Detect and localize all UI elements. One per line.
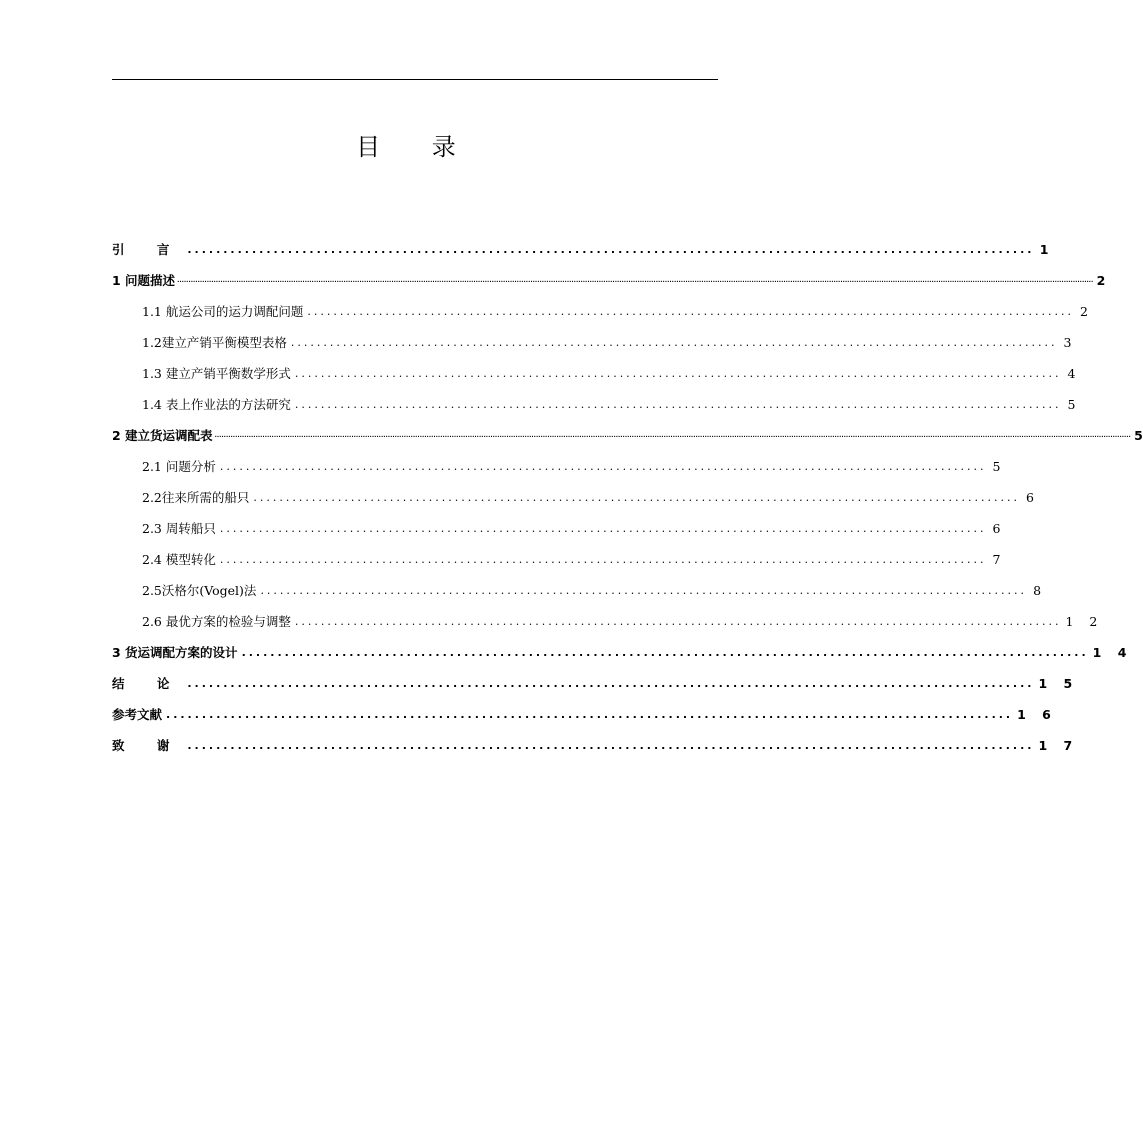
toc-entry-label: 2.6 最优方案的检验与调整 <box>142 613 291 629</box>
toc-entry-chapter-3[interactable] <box>112 637 1133 668</box>
toc-entry-section-2-1[interactable] <box>112 451 1001 482</box>
page-title: 目 录 <box>356 133 478 161</box>
toc-entry-page: 1 4 <box>1092 644 1133 660</box>
toc-entry-label: 2.3 周转船只 <box>142 520 216 536</box>
dot-leader: ...................................................................................................................... <box>294 614 1062 628</box>
toc-entry-page: 7 <box>992 551 1001 567</box>
toc-entry-acknowledgements[interactable] <box>112 730 1079 761</box>
dot-leader: ...................................................................................................................... <box>241 645 1089 659</box>
toc-entry-section-1-1[interactable] <box>112 296 1088 327</box>
toc-entry-label: 参考文献 <box>112 706 163 722</box>
dot-leader: ...................................................................................................................... <box>219 521 987 535</box>
dot-leader: ...................................................................................................................... <box>294 397 1062 411</box>
dot-leader: .................................................................................................................................................................................................................................................................................................................................................................................................................. <box>177 276 1094 284</box>
toc-entry-label: 引 言 <box>112 241 184 257</box>
dot-leader: ...................................................................................................................... <box>219 552 987 566</box>
toc-entry-section-2-3[interactable] <box>112 513 1001 544</box>
toc-entry-label: 2.1 问题分析 <box>142 458 216 474</box>
toc-entry-page: 1 6 <box>1017 706 1057 722</box>
toc-entry-page: 8 <box>1033 582 1042 598</box>
dot-leader: ...................................................................................................................... <box>219 459 987 473</box>
toc-entry-label: 2 建立货运调配表 <box>112 427 213 443</box>
toc-entry-page: 1 7 <box>1038 737 1079 753</box>
toc-entry-label: 1 问题描述 <box>112 272 176 288</box>
toc-entry-page: 3 <box>1063 334 1072 350</box>
toc-entry-page: 1 5 <box>1038 675 1079 691</box>
toc-entry-label: 致 谢 <box>112 737 184 753</box>
toc-entry-page: 1 2 <box>1065 613 1104 629</box>
toc-entry-section-2-2[interactable] <box>112 482 1034 513</box>
toc-entry-label: 2.4 模型转化 <box>142 551 216 567</box>
dot-leader: ...................................................................................................................... <box>187 242 1035 256</box>
toc-entry-section-1-3[interactable] <box>112 358 1076 389</box>
toc-entry-label: 结 论 <box>112 675 184 691</box>
toc-entry-label: 1.1 航运公司的运力调配问题 <box>142 303 304 319</box>
dot-leader: ...................................................................................................................... <box>187 738 1035 752</box>
toc-entry-introduction[interactable] <box>112 234 1049 265</box>
toc-entry-page: 6 <box>1026 489 1034 505</box>
toc-entry-label: 2.2往来所需的船只 <box>142 489 250 505</box>
toc-entry-chapter-2[interactable] <box>112 420 1143 451</box>
toc-entry-references[interactable] <box>112 699 1057 730</box>
toc-entry-page: 6 <box>992 520 1001 536</box>
table-of-contents <box>112 234 1143 761</box>
toc-entry-section-1-4[interactable] <box>112 389 1076 420</box>
dot-leader: ...................................................................................................................... <box>290 335 1058 349</box>
toc-entry-section-2-4[interactable] <box>112 544 1001 575</box>
dot-leader: ...................................................................................................................... <box>187 676 1035 690</box>
toc-entry-label: 1.4 表上作业法的方法研究 <box>142 396 291 412</box>
toc-entry-page: 2 <box>1080 303 1088 319</box>
dot-leader: ...................................................................................................................... <box>260 583 1028 597</box>
dot-leader: ...................................................................................................................... <box>166 707 1014 721</box>
dot-leader: ...................................................................................................................... <box>307 304 1074 318</box>
toc-entry-label: 1.2建立产销平衡模型表格 <box>142 334 287 350</box>
toc-entry-label: 2.5沃格尔(Vogel)法 <box>142 582 257 598</box>
header-rule <box>112 79 718 80</box>
toc-entry-page: 5 <box>1067 396 1076 412</box>
toc-entry-conclusion[interactable] <box>112 668 1079 699</box>
toc-entry-label: 1.3 建立产销平衡数学形式 <box>142 365 291 381</box>
toc-entry-page: 5 <box>992 458 1001 474</box>
toc-entry-chapter-1[interactable] <box>112 265 1106 296</box>
dot-leader: ...................................................................................................................... <box>294 366 1062 380</box>
dot-leader: ...................................................................................................................... <box>253 490 1020 504</box>
toc-entry-page: 2 <box>1096 272 1106 288</box>
toc-entry-page: 5 <box>1134 427 1143 443</box>
toc-entry-section-1-2[interactable] <box>112 327 1072 358</box>
toc-entry-label: 3 货运调配方案的设计 <box>112 644 238 660</box>
toc-entry-section-2-5[interactable] <box>112 575 1042 606</box>
toc-entry-page: 4 <box>1067 365 1076 381</box>
toc-entry-section-2-6[interactable] <box>112 606 1104 637</box>
dot-leader: .................................................................................................................................................................................................................................................................................................................................................................................................................. <box>214 431 1131 439</box>
toc-entry-page: 1 <box>1039 241 1049 257</box>
